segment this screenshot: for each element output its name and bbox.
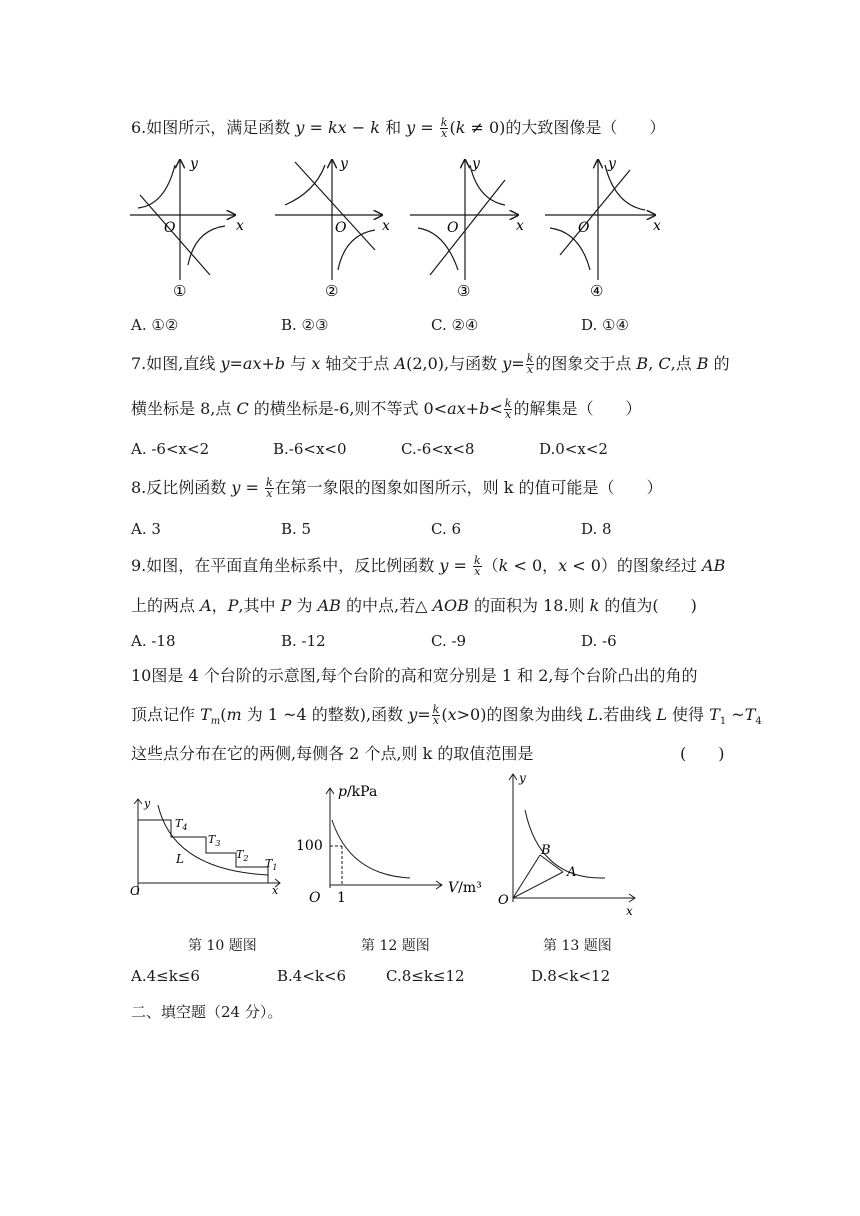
svg-text:O: O [578,220,590,236]
svg-text:O: O [335,220,347,236]
caption-fig12: 第 12 题图 [361,938,430,954]
svg-text:y: y [472,156,480,172]
fig10-t3: $T_3$ [208,833,221,848]
figure-13 [495,770,645,920]
q9-line1: 9.如图，在平面直角坐标系中，反比例函数 y = $\frac{k}{x}$ （k < 0，x < 0）的图象经过 AB [131,554,726,578]
q7-option-c: C.-6<x<8 [401,440,475,458]
q6-option-a: A. ①② [131,316,179,334]
q8-option-d: D. 8 [581,520,612,538]
fig12-ylabel: p/kPa [338,784,378,800]
q8-option-b: B. 5 [281,520,312,538]
svg-text:x: x [272,884,279,897]
q6-option-c: C. ②④ [431,316,479,334]
fig12-ytick: 100 [296,838,323,854]
q10-paren: ( ) [680,744,725,763]
q9-option-d: D. -6 [581,632,617,650]
q7-option-a: A. -6<x<2 [131,440,210,458]
q10-option-a: A.4≤k≤6 [131,967,200,985]
graph-3 [410,160,518,280]
graph-label-2: ② [325,282,339,300]
q10-option-b: B.4<k<6 [277,967,347,985]
q9-line2: 上的两点 A，P,其中 P 为 AB 的中点,若△ AOB 的面积为 18.则 k 的值为( ) [131,596,697,615]
section-2-heading: 二、填空题（24 分）。 [131,1003,283,1021]
fig10-origin: O [130,884,140,898]
svg-text:O: O [164,220,176,236]
fig12-xtick: 1 [337,890,346,905]
q8-option-a: A. 3 [131,520,161,538]
svg-text:O: O [447,220,459,236]
q10-line1: 10图是 4 个台阶的示意图,每个台阶的高和宽分别是 1 和 2,每个台阶凸出的角的 [131,666,698,685]
graph-1 [130,160,235,280]
q8-options [131,520,731,540]
svg-text:y: y [608,156,616,172]
q7-option-b: B.-6<x<0 [273,440,347,458]
fig13-point-b: B [541,843,551,858]
svg-text:y: y [144,797,151,810]
q10-line3-text: 这些点分布在它的两侧,每侧各 2 个点,则 k 的取值范围是 [131,744,534,763]
svg-text:y: y [340,156,348,172]
svg-text:x: x [382,218,390,234]
fig13-origin: O [498,893,509,908]
q6-graphs [120,150,680,300]
fig10-curve-label: L [176,852,184,866]
figure-10 [128,795,288,905]
fig10-t2: $T_2$ [236,848,249,863]
fig12-origin: O [309,890,321,905]
q10-options [131,967,731,987]
q10-option-d: D.8<k<12 [531,967,611,985]
q10-line3 [131,744,533,764]
fig12-xlabel: V/m³ [448,880,482,896]
svg-text:x: x [516,218,524,234]
svg-text:y: y [190,156,198,172]
graph-label-4: ④ [590,282,604,300]
fig13-point-a: A [567,865,577,880]
q10-option-c: C.8≤k≤12 [386,967,465,985]
q6-stem: 6.如图所示，满足函数 y = kx − k 和 y = $\frac{k}{x}$ (k ≠ 0)的大致图像是（ ） [131,116,666,140]
figure-12 [290,780,490,905]
q7-options [131,440,731,460]
graph-4 [545,160,655,280]
q6-options [131,316,731,336]
graph-label-1: ① [173,282,187,300]
q7-line2: 横坐标是 8,点 C 的横坐标是-6,则不等式 0<ax+b< $\frac{k}{x}$ 的解集是（ ） [131,397,642,421]
fig10-t4: $T_4$ [175,817,188,832]
svg-text:x: x [626,904,633,918]
q6-option-b: B. ②③ [281,316,329,334]
q9-option-c: C. -9 [431,632,467,650]
caption-fig13: 第 13 题图 [543,938,612,954]
caption-fig10: 第 10 题图 [188,938,257,954]
q7-option-d: D.0<x<2 [539,440,608,458]
q9-options [131,632,731,652]
q10-line2: 顶点记作 $T_m(m$ 为 1 ~4 的整数),函数 y= $\frac{k}{x}$ (x>0)的图象为曲线 L.若曲线 L 使得 $T_1$ $\sim T_4$ [131,703,762,728]
fig10-t1: $T_1$ [265,857,278,872]
graph-2 [275,160,382,280]
svg-text:x: x [236,218,244,234]
graph-label-3: ③ [457,282,471,300]
q9-option-a: A. -18 [131,632,176,650]
q7-line1: 7.如图,直线 y=ax+b 与 x 轴交于点 A(2,0),与函数 y= $\frac{k}{x}$ 的图象交于点 B, C,点 B 的 [131,352,730,376]
q8-option-c: C. 6 [431,520,462,538]
q8-stem: 8.反比例函数 y = $\frac{k}{x}$ 在第一象限的图象如图所示，则 k 的值可能是（ ） [131,476,663,500]
svg-text:x: x [653,218,661,234]
q6-option-d: D. ①④ [581,316,629,334]
q9-option-b: B. -12 [281,632,326,650]
svg-text:y: y [519,771,526,785]
